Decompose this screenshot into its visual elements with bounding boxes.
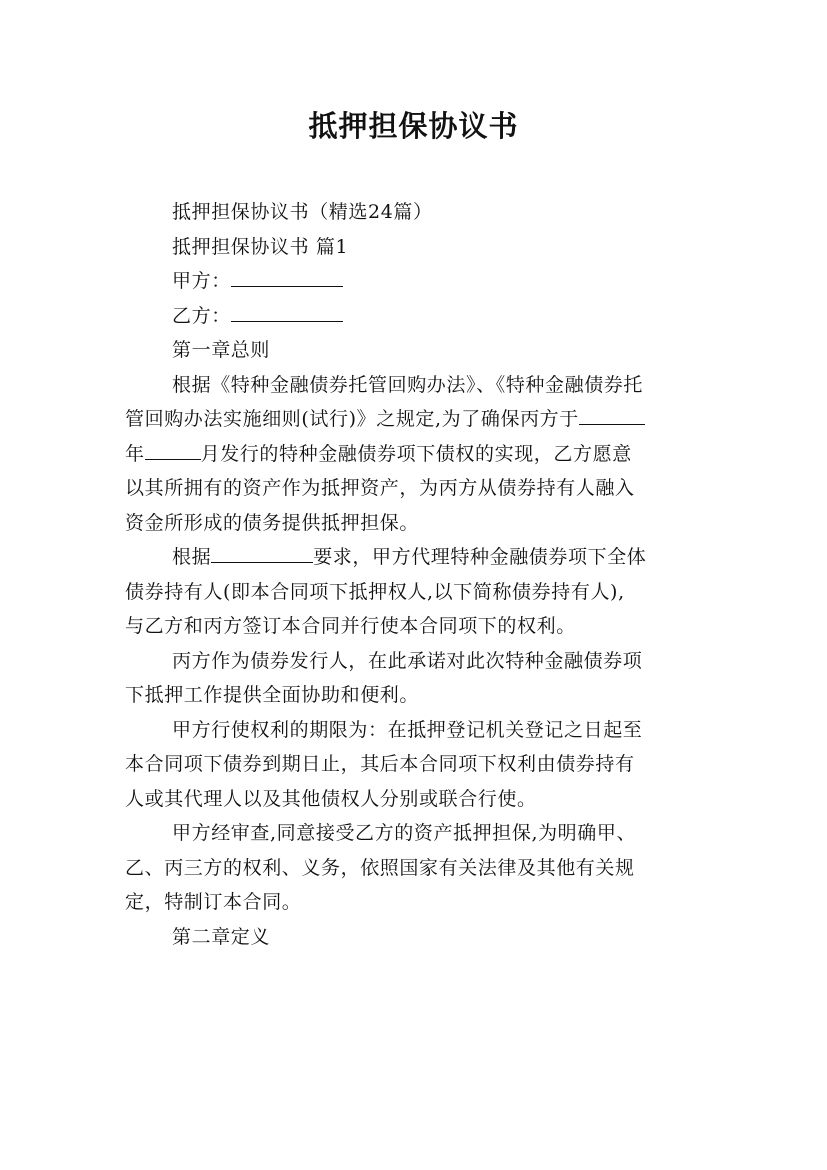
document-line [125, 368, 707, 403]
line-text: 资金所形成的债务提供抵押担保。 [125, 511, 420, 534]
line-text: 年 [125, 442, 145, 465]
fill-in-blank [231, 266, 343, 287]
document-line [125, 575, 707, 610]
document-line [125, 644, 707, 679]
fill-in-blank [231, 301, 343, 322]
line-text: 第一章总则 [172, 339, 271, 361]
line-text: 丙方作为债券发行人，在此承诺对此次特种金融债券项 [172, 649, 643, 672]
document-line [125, 851, 707, 886]
line-text: 与乙方和丙方签订本合同并行使本合同项下的权利。 [125, 615, 576, 637]
line-text: 抵押担保协议书（精选24篇） [172, 201, 433, 223]
document-line [125, 885, 707, 920]
document-line [125, 678, 707, 713]
document-line [125, 782, 707, 817]
line-text: 甲方行使权利的期限为：在抵押登记机关登记之日起至 [172, 718, 643, 741]
line-text-after-blank: 月发行的特种金融债券项下债权的实现，乙方愿意 [200, 442, 632, 465]
line-text: 乙、丙三方的权利、义务，依照国家有关法律及其他有关规 [125, 856, 635, 879]
document-line [125, 816, 707, 851]
document-line [125, 506, 707, 541]
line-text: 根据《特种金融债券托管回购办法》、《特种金融债券托 [172, 373, 644, 396]
line-text: 根据 [172, 546, 212, 568]
document-line [125, 264, 707, 299]
document-line [125, 920, 707, 955]
fill-in-blank [211, 542, 313, 563]
line-text: 以其所拥有的资产作为抵押资产，为丙方从债券持有人融入 [125, 477, 635, 499]
line-text: 第二章定义 [172, 925, 271, 948]
document-line [125, 540, 707, 575]
document-line [125, 230, 707, 265]
document-line [125, 299, 707, 334]
document-title: 抵押担保协议书 [308, 109, 519, 143]
line-text: 甲方经审查,同意接受乙方的资产抵押担保,为明确甲、 [172, 822, 637, 844]
document-body [125, 195, 707, 954]
document-line [125, 713, 707, 748]
line-text: 债券持有人(即本合同项下抵押权人,以下简称债券持有人), [125, 580, 625, 603]
line-text: 定，特制订本合同。 [125, 891, 302, 913]
document-line [125, 195, 707, 230]
line-text: 本合同项下债券到期日止，其后本合同项下权利由债券持有 [125, 753, 635, 775]
fill-in-blank [145, 439, 201, 460]
document-line [125, 333, 707, 368]
line-text: 乙方： [172, 304, 231, 327]
document-line [125, 609, 707, 644]
line-text: 管回购办法实施细则(试行)》之规定,为了确保丙方于 [125, 408, 579, 430]
document-line [125, 402, 707, 437]
fill-in-blank [579, 404, 645, 425]
line-text: 人或其代理人以及其他债权人分别或联合行使。 [125, 787, 537, 810]
line-text: 下抵押工作提供全面协助和便利。 [125, 684, 420, 706]
line-text: 甲方： [172, 270, 231, 292]
document-line [125, 471, 707, 506]
document-line [125, 747, 707, 782]
line-text-after-blank: 要求，甲方代理特种金融债券项下全体 [313, 546, 647, 568]
document-line [125, 437, 707, 472]
line-text: 抵押担保协议书 篇1 [172, 235, 349, 258]
